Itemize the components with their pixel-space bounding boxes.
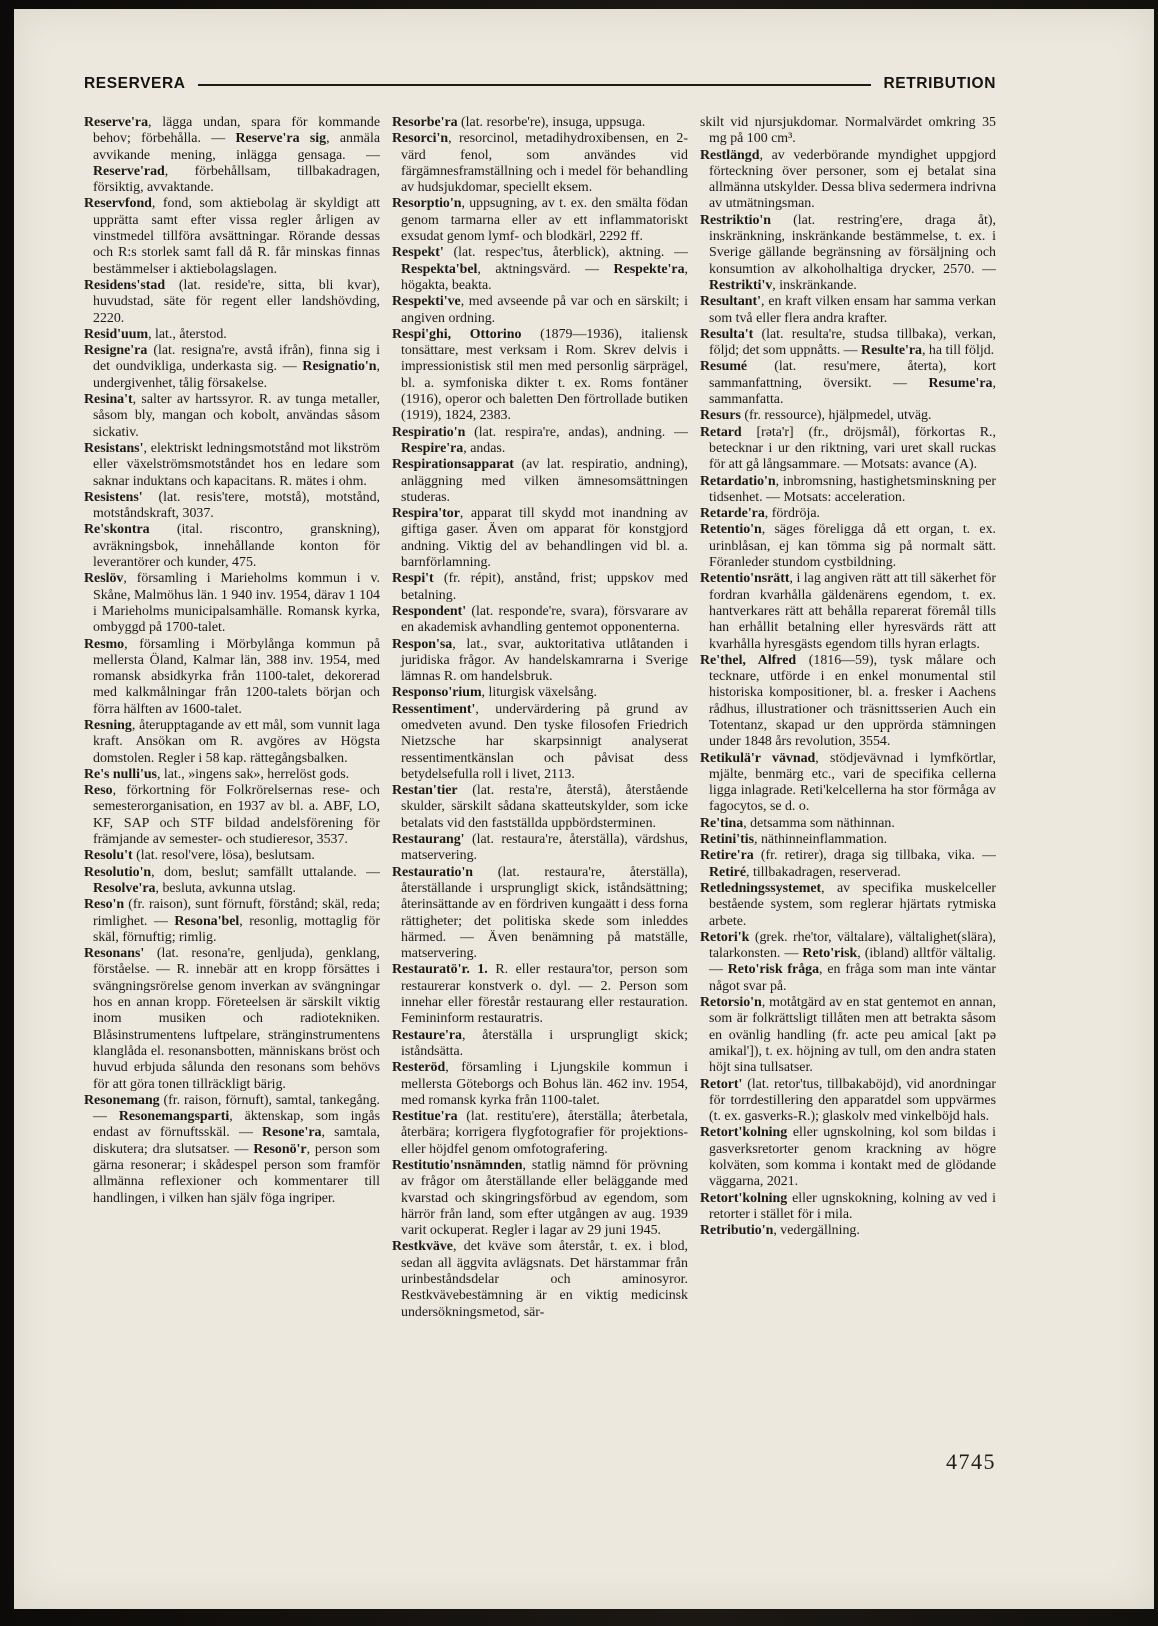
entry-text: (lat. restaura're, återställa), återställande i ursprungligt skick, iståndsättning; återinsättande av en fördriven kungaätt i dess forna rättigheter; det politiska skede som inleddes härmed. — Även benämning på matställe, matservering. [401, 864, 688, 962]
headword: Respira'tor [392, 506, 460, 522]
dictionary-entry [700, 571, 996, 652]
entry-text: , dom, beslut; samfällt uttalande. — [151, 864, 380, 880]
entry-text: , näthinneinflammation. [754, 832, 888, 848]
dictionary-entry [700, 148, 996, 213]
entry-text: , högakta, beakta. [401, 261, 688, 293]
dictionary-entry [392, 245, 688, 294]
headword: Respi'ghi, Ottorino [392, 326, 522, 342]
entry-text: , ha till följd. [921, 343, 995, 359]
dictionary-entry [392, 1109, 688, 1158]
entry-text: (grek. rhe'tor, vältalare), vältalighet(slära), talarkonsten. — [709, 929, 996, 962]
entry-text: [rəta'r] (fr., dröjsmål), förkortas R., betecknar i ur den riktning, vari uret skall ruckas för att gå långsammare. — Motsats: avance (A). [709, 424, 996, 473]
entry-text: (lat. reside're, sitta, bli kvar), huvudstad, säte för regent eller landshövding, 2220. [93, 277, 380, 326]
headword: Retentio'nsrätt [700, 571, 790, 587]
encyclopedia-page [14, 9, 1154, 1609]
headword: Retini'tis [700, 832, 755, 848]
headword: Residens'stad [84, 277, 166, 293]
headword: Re'thel, Alfred [700, 652, 797, 668]
dictionary-entry [84, 637, 380, 718]
entry-text: (lat. resu'mere, återta), kort sammanfattning, översikt. — [709, 359, 996, 391]
dictionary-entry [700, 359, 996, 408]
headword: Restrikti'v [709, 277, 773, 293]
dictionary-entry [84, 571, 380, 636]
headword: Retiré [709, 864, 747, 880]
dictionary-entry [84, 865, 380, 898]
headword: Re'skontra [84, 522, 150, 538]
entry-text: , resorcinol, metadihydroxibensen, en 2-värd fenol, som användes vid färgämnesframställning och i medel för behandling av hudsjukdomar, speciellt eksem. [401, 131, 688, 196]
headword: Respon'sa [392, 636, 453, 652]
entry-text: , lat., svar, auktoritativa utlåtanden i juridiska frågor. Av handelskamrarna i Sverige lämnas R. om handelsbruk. [401, 636, 688, 685]
dictionary-entry [392, 131, 688, 196]
dictionary-entry [84, 848, 380, 864]
entry-text: , säges föreligga då ett organ, t. ex. urinblåsan, ej kan tömma sig på normalt sätt. Föranleder stundom cystbildning. [709, 522, 996, 571]
entry-text: , samtala, diskutera; dra slutsatser. — [93, 1125, 380, 1157]
dictionary-entry [700, 327, 996, 360]
dictionary-entry [84, 897, 380, 946]
headword: Respekti've [392, 294, 461, 310]
headword: Resulta't [700, 326, 754, 342]
dictionary-entry [700, 213, 996, 294]
dictionary-entry [392, 425, 688, 458]
headword: Resumé [700, 359, 748, 375]
entry-text: , det kväve som återstår, t. ex. i blod, sedan all äggvita avlägsnats. Det härstammar från urinbeståndsdelar och aminosyror. Restkvävebestämning är en viktig medicinsk undersökningsmetod, sär- [401, 1239, 688, 1320]
headword: Retorsio'n [700, 995, 762, 1011]
headword: Retributio'n [700, 1223, 774, 1239]
entry-text: (lat. resona're, genljuda), genklang, förståelse. — R. innebär att en kropp försättes i svängningsrörelse genom inverkan av svängningar hos en annan kropp. Företeelsen är särskilt viktig inom musiken och radiotekniken. Blåsinstrumentens luftpelare, stränginstrumentens klanglåda el. resonansbotten, människans bröst och huvud erbjuda sålunda den resonans som behövs för att göra tonen tillräckligt bärig. [93, 946, 380, 1092]
entry-text: (av lat. respiratio, andning), anläggning med vilken ämnesomsättningen studeras. [401, 457, 688, 505]
dictionary-entry [392, 1158, 688, 1239]
headword: Respondent' [392, 603, 467, 619]
headword: Reslöv [84, 571, 124, 587]
text-column-3 [700, 115, 996, 1421]
dictionary-entry [700, 751, 996, 816]
dictionary-entry [84, 196, 380, 277]
dictionary-entry [84, 327, 380, 343]
dictionary-entry [392, 196, 688, 245]
headword: Resorbe'ra [392, 115, 458, 130]
dictionary-entry [392, 1239, 688, 1320]
headword: Restitutio'nsnämnden [392, 1158, 523, 1173]
headword: Resorci'n [392, 131, 449, 147]
dictionary-entry [392, 962, 688, 1027]
dictionary-entry [700, 1125, 996, 1190]
dictionary-entry [392, 685, 688, 701]
dictionary-entry [700, 995, 996, 1076]
dictionary-entry [700, 1191, 996, 1224]
headword: Retardatio'n [700, 473, 776, 489]
entry-text: , salter av hartssyror. R. av tunga metaller, såsom bly, mangan och kobolt, användas såsom sickativ. [93, 392, 380, 440]
running-head [84, 75, 996, 93]
headword: Retikulä'r vävnad [700, 750, 816, 766]
headword: Resolutio'n [84, 864, 152, 880]
dictionary-entry [700, 522, 996, 571]
entry-text: , motåtgärd av en stat gentemot en annan, som är folkrättsligt tillåten men att betrakta såsom en ovänlig handling (fr. acte peu amical [akt pə amikal']), t. ex. höjning av tull, om den andra staten höjt sina tullsatser. [709, 995, 996, 1076]
dictionary-entry [700, 930, 996, 995]
dictionary-entry [700, 115, 996, 148]
headword: Reto'risk [802, 946, 858, 962]
headword: Respire'ra [401, 440, 464, 456]
entry-text: , stödjevävnad i lymfkörtlar, mjälte, benmärg etc., vari de specifika cellerna ligga inlagrade. Reti'kelcellerna ha stor förmåga av fagocytos, se d. o. [709, 750, 996, 815]
headword: Restriktio'n [700, 212, 771, 228]
entry-text: , återställa i ursprungligt skick; iståndsätta. [401, 1027, 688, 1059]
dictionary-entry [392, 702, 688, 783]
headword: Restan'tier [392, 783, 458, 799]
text-column-2 [392, 115, 688, 1421]
entry-text: (lat. resta're, återstå), återstående skulder, särskilt sådana skatteutskylder, som icke betalats vid den fastställda uppbördsterminen. [401, 783, 688, 831]
headword: Resulte'ra [861, 343, 922, 359]
entry-text: , fond, som aktiebolag är skyldigt att upprätta samt efter vissa regler årligen av vinstmedel tillföra avsättningar. Rörande dessas och R:s storlek samt fall då R. får minskas finnas bestämmelser i aktiebolagslagen. [93, 196, 380, 277]
entry-text: (lat. resis'tere, motstå), motstånd, motståndskraft, 3037. [93, 489, 380, 522]
dictionary-entry [392, 1060, 688, 1109]
headword: Retledningssystemet [700, 880, 822, 896]
headword: Retort' [700, 1076, 743, 1092]
dictionary-entry [84, 783, 380, 848]
headword: Retort'kolning [700, 1190, 788, 1206]
headword: Reto'risk fråga [727, 962, 820, 978]
dictionary-entry [700, 506, 996, 522]
entry-text: , undergivenhet, tålig försakelse. [93, 359, 380, 391]
entry-text: , vedergällning. [773, 1223, 860, 1239]
entry-text: , elektriskt ledningsmotstånd mot likström eller växelströmsmotståndet hos en ledare som saknar induktans och kapacitans. R. mätes i ohm. [93, 440, 380, 489]
headword: Restauratö'r. 1. [392, 962, 488, 978]
entry-text: , anmäla avvikande mening, inlägga gensaga. — [93, 131, 380, 163]
headword: Respiratio'n [392, 424, 466, 440]
entry-text: (fr. retirer), draga sig tillbaka, vika. — [753, 848, 996, 864]
dictionary-entry [392, 1028, 688, 1061]
running-head-right: RETRIBUTION [883, 75, 996, 92]
entry-text: , församling i Mörbylånga kommun på mellersta Öland, Kalmar län, 388 inv. 1954, med romansk absidkyrka från 1100-talet, dekorerad med kalkmålningar från 1200-talets början och förra hälften av 1600-talet. [93, 636, 380, 717]
entry-text: , detsamma som näthinnan. [743, 815, 895, 831]
headword: Resonemangsparti [118, 1109, 230, 1125]
dictionary-entry [700, 816, 996, 832]
headword: Ressentiment' [392, 701, 476, 717]
headword: Resistans' [84, 440, 144, 456]
entry-text: , församling i Ljungskile kommun i mellersta Göteborgs och Bohus län. 462 inv. 1954, med romansk kyrka från 1100-talet. [401, 1060, 688, 1108]
entry-text: , undervärdering på grund av omedveten avund. Den tyske filosofen Friedrich Nietzsche har skarpsinnigt analyserat ressentimentkänslan och påvisat dess betydelsefulla roll i livet, 2113. [401, 701, 688, 782]
entry-text: (lat. retor'tus, tillbakaböjd), vid anordningar för torrdestillering den apparatdel som uppvärmes (t. ex. gasverks-R.); glaskolv med vinkelböjd hals. [709, 1076, 996, 1125]
headword: Resultant' [700, 294, 761, 310]
dictionary-entry [392, 294, 688, 327]
dictionary-entry [700, 653, 996, 751]
dictionary-entry [84, 718, 380, 767]
entry-text: , tillbakadragen, reserverad. [746, 864, 901, 880]
dictionary-entry [392, 832, 688, 865]
entry-text: (lat. resigna're, avstå ifrån), finna sig i det oundvikliga, underkasta sig. — [93, 343, 380, 375]
entry-text: (fr. ressource), hjälpmedel, utväg. [740, 408, 932, 424]
entry-text: (fr. raison, förnuft), samtal, tankegång. — [93, 1092, 380, 1125]
headword: Retori'k [700, 929, 750, 945]
entry-text: (lat. restaura're, återställa), värdshus, matservering. [401, 832, 688, 864]
headword: Respekta'bel [401, 261, 478, 277]
entry-text: skilt vid njursjukdomar. Normalvärdet omkring 35 mg på 100 cm³. [700, 115, 996, 147]
headword: Retort'kolning [700, 1125, 788, 1141]
headword: Resteröd [392, 1060, 446, 1076]
text-columns [84, 115, 996, 1421]
dictionary-entry [700, 1223, 996, 1239]
entry-text: (lat. restitu'ere), återställa; återbetala, återbära; korrigera flygfotografier för projektions- eller höjdfel genom omfotografering. [401, 1109, 688, 1157]
entry-text: , förkortning för Folkrörelsernas rese- och semesterorganisation, en 1937 av bl. a. ABF, LO, KF, SAP och STF bildad andelsförening för främjande av semester- och studieresor, 3537. [93, 783, 380, 848]
text-column-1 [84, 115, 380, 1421]
entry-text: , aktningsvärd. — [477, 261, 614, 277]
dictionary-entry [84, 522, 380, 571]
headword: Retarde'ra [700, 506, 765, 522]
entry-text: , förbehållsam, tillbakadragen, försiktig, avvaktande. [93, 163, 380, 196]
entry-text: , i lag angiven rätt att till säkerhet för fordran kvarhålla gäldenärens egendom, t. ex. hantverkares rätt att behålla reparerat föremål tills han erhållit betalning eller hyresvärds rätt att kvarhålla hyresgästs egendom tills hyran erlagts. [709, 571, 996, 652]
entry-text: (lat. respira're, andas), andning. — [465, 424, 688, 440]
entry-text: eller ugnskokning, kolning av ved i retorter i stället för i mila. [709, 1190, 996, 1222]
dictionary-entry [392, 571, 688, 604]
headword: Resina't [84, 392, 133, 408]
dictionary-entry [700, 881, 996, 930]
headword: Restaurang' [392, 832, 465, 848]
entry-text: , av specifika muskelceller bestående system, som reglerar hjärtats rytmiska arbete. [709, 880, 996, 929]
dictionary-entry [392, 327, 688, 425]
dictionary-entry [392, 637, 688, 686]
headword: Resistens' [84, 489, 143, 505]
entry-text: (lat. responde're, svara), försvarare av en akademisk avhandling gentemot opponenterna. [401, 603, 688, 636]
entry-text: , resonlig, mottaglig för skäl, förnuftig; rimlig. [93, 913, 380, 945]
headword: Restlängd [700, 147, 760, 163]
entry-text: , inskränkande. [772, 277, 857, 293]
dictionary-entry [700, 1077, 996, 1126]
headword: Respirationsapparat [392, 457, 514, 473]
headword: Reservfond [84, 196, 152, 212]
entry-text: (lat. resulta're, studsa tillbaka), verkan, följd; det som uppnåtts. — [709, 326, 996, 359]
entry-text: , fördröja. [764, 506, 820, 522]
running-head-left: RESERVERA [84, 75, 186, 92]
headword: Restkväve [392, 1239, 453, 1255]
entry-text: (fr. répit), anstånd, frist; uppskov med betalning. [401, 571, 688, 603]
headword: Resone'ra [262, 1125, 322, 1141]
dictionary-entry [392, 115, 688, 131]
headword: Resonans' [84, 946, 145, 962]
headword: Retard [700, 424, 742, 440]
headword: Resonemang [84, 1092, 160, 1108]
dictionary-entry [84, 392, 380, 441]
entry-text: , lägga undan, spara för kommande behov; förbehålla. — [93, 115, 380, 147]
headword: Resurs [700, 408, 741, 424]
entry-text: R. eller restaura'tor, person som restaurerar konstverk o. dyl. — 2. Person som innehar eller förestår restaurang eller restauration. Femininform restauratris. [401, 962, 688, 1027]
entry-text: , församling i Marieholms kommun i v. Skåne, Malmöhus län. 1 940 inv. 1954, därav 1 104 i Marieholms municipalsamhälle. Romansk kyrka, ombyggd på 1700-talet. [93, 571, 380, 636]
dictionary-entry [700, 474, 996, 507]
entry-text: (1816—59), tysk målare och tecknare, utförde i en enkel monumental stil historiska kompositioner, bl. a. fresker i Aachens rådhus, illustrationer och träsnittsserien Auch ein Totentanz, skapad ur den upprörda stämningen under 1848 års revolution, 3554. [709, 652, 996, 750]
dictionary-entry [392, 604, 688, 637]
dictionary-entry [84, 946, 380, 1093]
dictionary-entry [84, 767, 380, 783]
headword: Resona'bel [174, 913, 240, 929]
headword: Responso'rium [392, 685, 482, 701]
page-number: 4745 [946, 1449, 996, 1474]
headword: Resolve'ra [93, 880, 156, 896]
entry-text: , lat., »ingens sak», herrelöst gods. [156, 766, 350, 782]
entry-text: , en fråga som man inte väntar något svar på. [709, 962, 996, 994]
entry-text: (lat. restring'ere, draga åt), inskränkning, inskränkande bestämmelse, t. ex. i Sverige gällande begränsning av försäljning och konsumtion av alkoholhaltiga drycker, 2570. — [709, 212, 996, 277]
headword: Respi't [392, 571, 434, 587]
entry-text: , andas. [463, 440, 506, 456]
entry-text: (1879—1936), italiensk tonsättare, mest verksam i Rom. Skrev delvis i impressionistisk stil men med personlig särprägel, bl. a. symfoniska dikter t. ex. Roms fontäner (1916), operor och baletten Den förtrollade butiken (1919), 1824, 2383. [401, 326, 688, 424]
entry-text: , (ibland) alltför vältalig. — [709, 946, 996, 978]
entry-text: , en kraft vilken ensam har samma verkan som två eller flera andra krafter. [709, 294, 996, 326]
headword: Resmo [84, 636, 125, 652]
headword: Retentio'n [700, 522, 762, 538]
entry-text: , liturgisk växelsång. [481, 685, 598, 701]
entry-text: , äktenskap, som ingås endast av förnuftsskäl. — [93, 1109, 380, 1141]
dictionary-entry [700, 408, 996, 424]
entry-text: eller ugnskolning, kol som bildas i gasverksretorter genom krackning av högre kolväten, som komma i kontakt med de glödande väggarna, 2021. [709, 1125, 996, 1190]
dictionary-entry [392, 506, 688, 571]
dictionary-entry [84, 115, 380, 196]
entry-text: , statlig nämnd för prövning av frågor om återställande eller beläggande med kvarstad och skingringsförbud av egendom, som härrör från land, som efter utgången av aug. 1939 varit ockuperat. Regler i lagar av 29 juni 1945. [401, 1158, 688, 1239]
dictionary-entry [700, 832, 996, 848]
entry-text: (fr. raison), sunt förnuft, förstånd; skäl, reda; rimlighet. — [93, 897, 380, 929]
headword: Re'tina [700, 815, 744, 831]
dictionary-entry [700, 848, 996, 881]
headword: Resume'ra [928, 375, 993, 391]
dictionary-entry [84, 343, 380, 392]
entry-text: , lat., återstod. [148, 326, 227, 342]
dictionary-entry [700, 425, 996, 474]
headword: Reso'n [84, 897, 125, 913]
entry-text: (lat. respec'tus, återblick), aktning. — [443, 245, 688, 261]
headword: Reserve'rad [93, 163, 165, 179]
headword: Resonö'r [253, 1141, 307, 1157]
headword: Restaure'ra [392, 1027, 462, 1043]
headword: Respekt' [392, 245, 444, 261]
dictionary-entry [84, 441, 380, 490]
entry-text: , uppsugning, av t. ex. den smälta födan genom tarmarna eller av ett inflammatoriskt exsudat genom lymf- och blodkärl, 2292 ff. [401, 196, 688, 245]
entry-text: , sammanfatta. [709, 375, 996, 408]
entry-text: , person som gärna resonerar; i skådespel person som framför allmänna reflexioner och kommentarer till handlingen, i vilken han själv föga ingriper. [93, 1141, 380, 1206]
dictionary-entry [392, 783, 688, 832]
entry-text: , återupptagande av ett mål, som vunnit laga kraft. Ansökan om R. avgöres av Högsta domstolen. Regler i 58 kap. rättegångsbalken. [93, 717, 380, 766]
entry-text: (lat. resol'vere, lösa), beslutsam. [132, 848, 315, 864]
entry-text: (ital. riscontro, granskning), avräkningsbok, innehållande konton för leverantörer och kunder, 475. [93, 522, 380, 571]
entry-text: , med avseende på var och en särskilt; i angiven ordning. [401, 294, 688, 326]
dictionary-entry [84, 278, 380, 327]
running-head-rule [198, 84, 872, 86]
headword: Re's nulli'us [84, 766, 157, 782]
entry-text: , besluta, avkunna utslag. [155, 880, 296, 896]
headword: Restauratio'n [392, 864, 474, 880]
headword: Reso [84, 783, 113, 799]
dictionary-entry [700, 294, 996, 327]
entry-text: , inbromsning, hastighetsminskning per tidsenhet. — Motsats: acceleration. [709, 473, 996, 505]
headword: Resning [84, 717, 132, 733]
entry-text: , apparat till skydd mot inandning av giftiga gaser. Även om apparat för konstgjord andning. Viktig del av behandlingen vid bl. a. barnförlamning. [401, 506, 688, 571]
headword: Respekte'ra [613, 261, 685, 277]
page-content [84, 75, 996, 1475]
entry-text: (lat. resorbe're), insuga, uppsuga. [457, 115, 646, 130]
headword: Resid'uum [84, 326, 149, 342]
dictionary-entry [392, 457, 688, 506]
headword: Reserve'ra sig [235, 131, 327, 147]
headword: Resignatio'n [302, 359, 377, 375]
headword: Resigne'ra [84, 343, 148, 359]
headword: Restitue'ra [392, 1109, 458, 1125]
headword: Resorptio'n [392, 196, 462, 212]
dictionary-entry [392, 865, 688, 963]
headword: Reserve'ra [84, 115, 149, 130]
dictionary-entry [84, 1093, 380, 1207]
entry-text: , av vederbörande myndighet uppgjord förteckning över personer, som ej betalat sina allmänna utskylder. Dessa bliva sedermera indrivna av utmätningsman. [709, 147, 996, 212]
dictionary-entry [84, 490, 380, 523]
headword: Resolu't [84, 848, 133, 864]
headword: Retire'ra [700, 848, 754, 864]
